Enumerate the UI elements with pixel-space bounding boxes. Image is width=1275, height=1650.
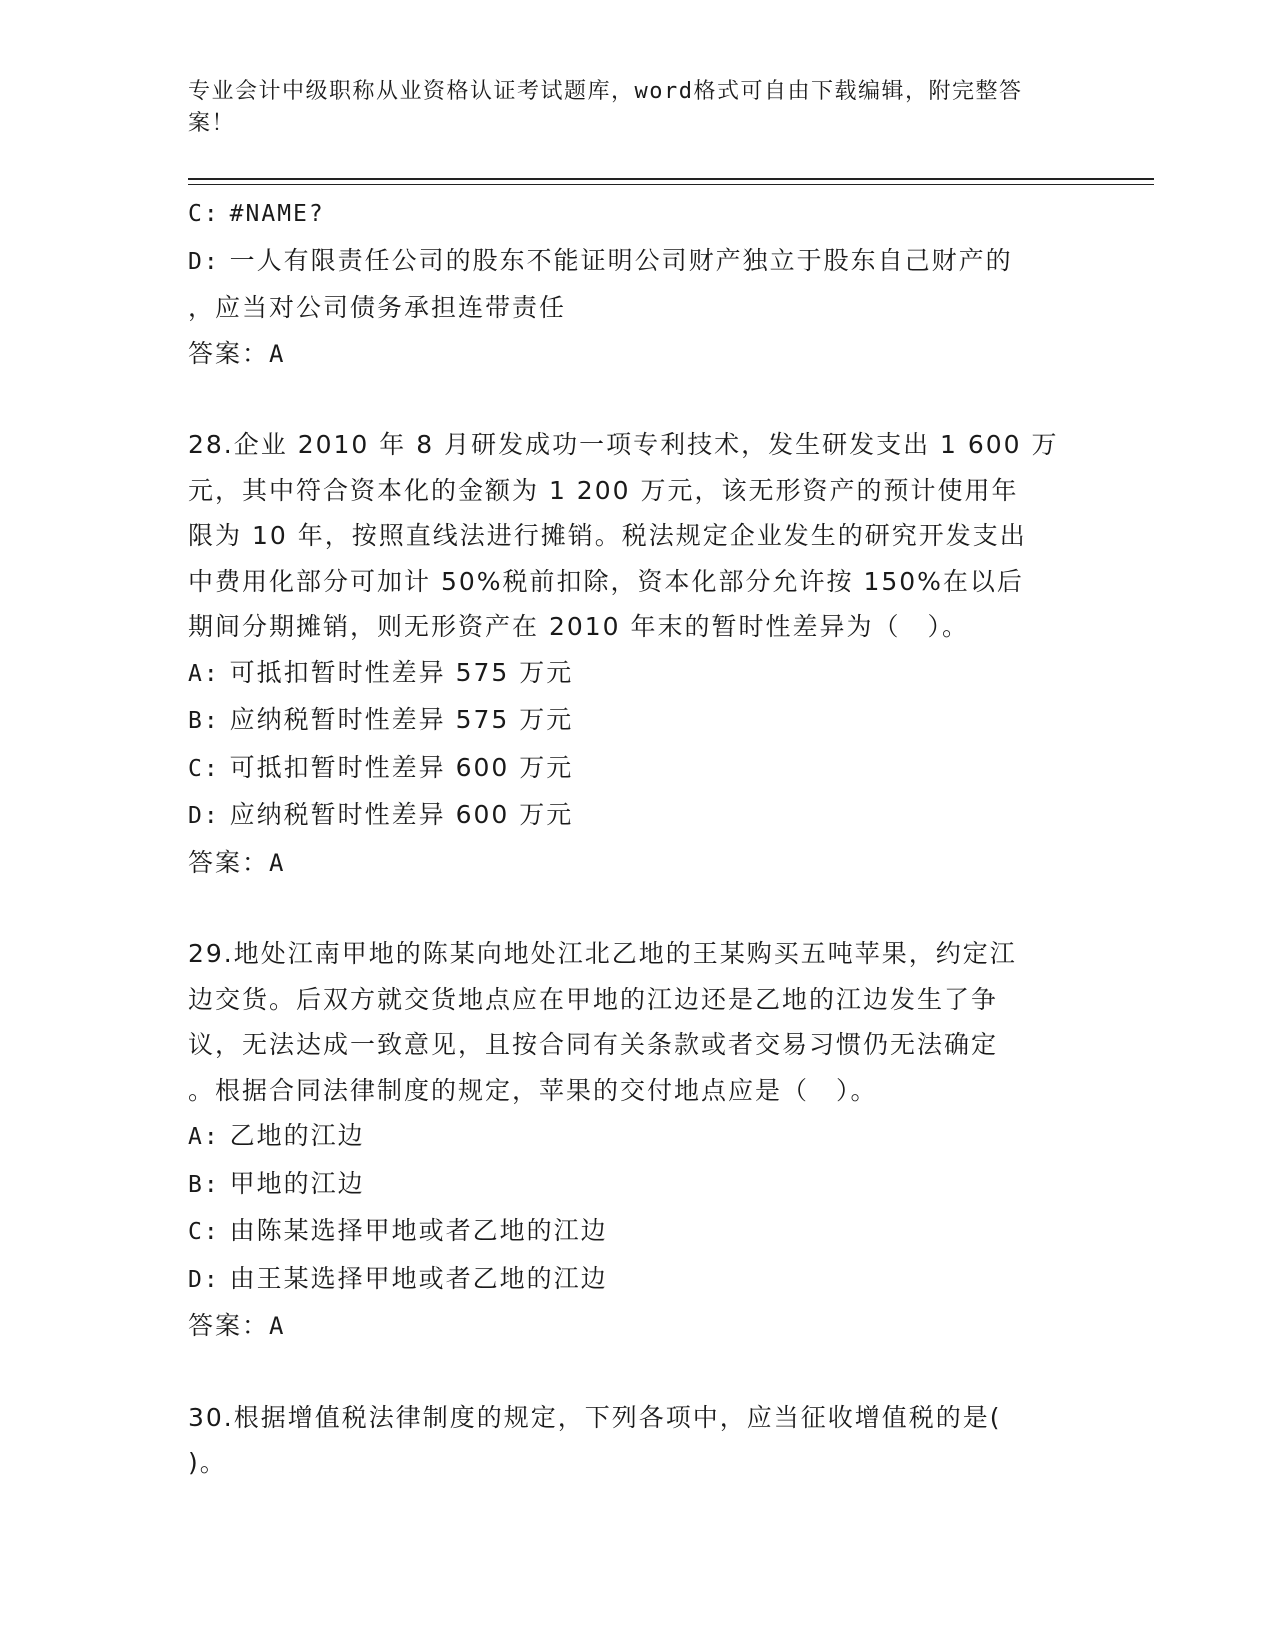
answer-value: A [269, 339, 286, 368]
option-prefix: B: [188, 708, 220, 734]
question-content [188, 190, 1088, 1486]
answer [188, 1303, 1088, 1350]
option-c [188, 1208, 1088, 1256]
answer-label: 答案： [188, 1311, 270, 1340]
header-divider-thick [188, 178, 1154, 180]
option-text: 可抵扣暂时性差异 600 万元 [229, 752, 574, 782]
option-prefix: D: [188, 1266, 220, 1293]
question-stem-line: )。 [188, 1448, 227, 1477]
option-prefix: D: [188, 803, 220, 829]
option-text: 由王某选择甲地或者乙地的江边 [229, 1263, 608, 1293]
option-b [188, 1161, 1088, 1209]
question-28 [188, 422, 1088, 886]
option-prefix: A: [188, 1124, 220, 1150]
header-line-2: 案！ [188, 111, 236, 136]
option-b [188, 697, 1088, 745]
answer-value: A [269, 848, 286, 877]
option-d-continued: ，应当对公司债务承担连带责任 [188, 293, 567, 322]
question-stem-line: 议，无法达成一致意见，且按合同有关条款或者交易习惯仍无法确定 [188, 1030, 999, 1059]
question-stem-line: 30.根据增值税法律制度的规定，下列各项中，应当征收增值税的是( [188, 1402, 1002, 1432]
question-27 [188, 190, 1088, 377]
question-stem-line: 29.地处江南甲地的陈某向地处江北乙地的王某购买五吨苹果，约定江 [188, 939, 1017, 968]
answer-value: A [269, 1312, 286, 1340]
option-prefix: C: [188, 755, 220, 782]
option-text: 一人有限责任公司的股东不能证明公司财产独立于股东自己财产的 [229, 245, 1013, 275]
option-a [188, 650, 1088, 698]
header-line-1: 专业会计中级职称从业资格认证考试题库，word格式可自由下载编辑，附完整答 [188, 79, 1023, 104]
option-text: 乙地的江边 [229, 1121, 365, 1150]
answer [188, 331, 1088, 378]
option-prefix: C: [188, 1219, 220, 1245]
option-prefix: C: [188, 201, 220, 227]
option-prefix: D: [188, 248, 220, 275]
question-stem-line: 28.企业 2010 年 8 月研发成功一项专利技术，发生研发支出 1 600 万 [188, 430, 1059, 459]
question-stem-line: 期间分期摊销，则无形资产在 2010 年末的暂时性差异为（ ）。 [188, 612, 970, 641]
option-text: 由陈某选择甲地或者乙地的江边 [229, 1216, 608, 1245]
question-stem-line: 。根据合同法律制度的规定，苹果的交付地点应是（ ）。 [188, 1075, 878, 1105]
answer-label: 答案： [188, 847, 270, 877]
question-stem-line: 元，其中符合资本化的金额为 1 200 万元，该无形资产的预计使用年 [188, 475, 1019, 505]
option-d [188, 792, 1088, 840]
option-c [188, 190, 1088, 238]
option-text: 可抵扣暂时性差异 575 万元 [229, 657, 574, 687]
option-text: #NAME? [229, 201, 325, 227]
option-d [188, 238, 1088, 286]
option-text: 应纳税暂时性差异 600 万元 [229, 800, 574, 829]
answer-label: 答案： [188, 338, 270, 368]
question-29 [188, 931, 1088, 1350]
question-stem-line: 中费用化部分可加计 50%税前扣除，资本化部分允许按 150%在以后 [188, 566, 1024, 596]
option-a [188, 1113, 1088, 1161]
option-prefix: B: [188, 1171, 220, 1198]
question-stem-line: 边交货。后双方就交货地点应在甲地的江边还是乙地的江边发生了争 [188, 984, 999, 1014]
option-c [188, 745, 1088, 793]
header-divider-thin [188, 184, 1154, 185]
question-stem-line: 限为 10 年，按照直线法进行摊销。税法规定企业发生的研究开发支出 [188, 521, 1027, 550]
question-30 [188, 1395, 1088, 1486]
option-d [188, 1256, 1088, 1304]
option-text: 甲地的江边 [229, 1168, 365, 1198]
page-header [188, 76, 1068, 140]
option-prefix: A: [188, 660, 220, 687]
option-text: 应纳税暂时性差异 575 万元 [229, 705, 574, 734]
answer [188, 840, 1088, 887]
